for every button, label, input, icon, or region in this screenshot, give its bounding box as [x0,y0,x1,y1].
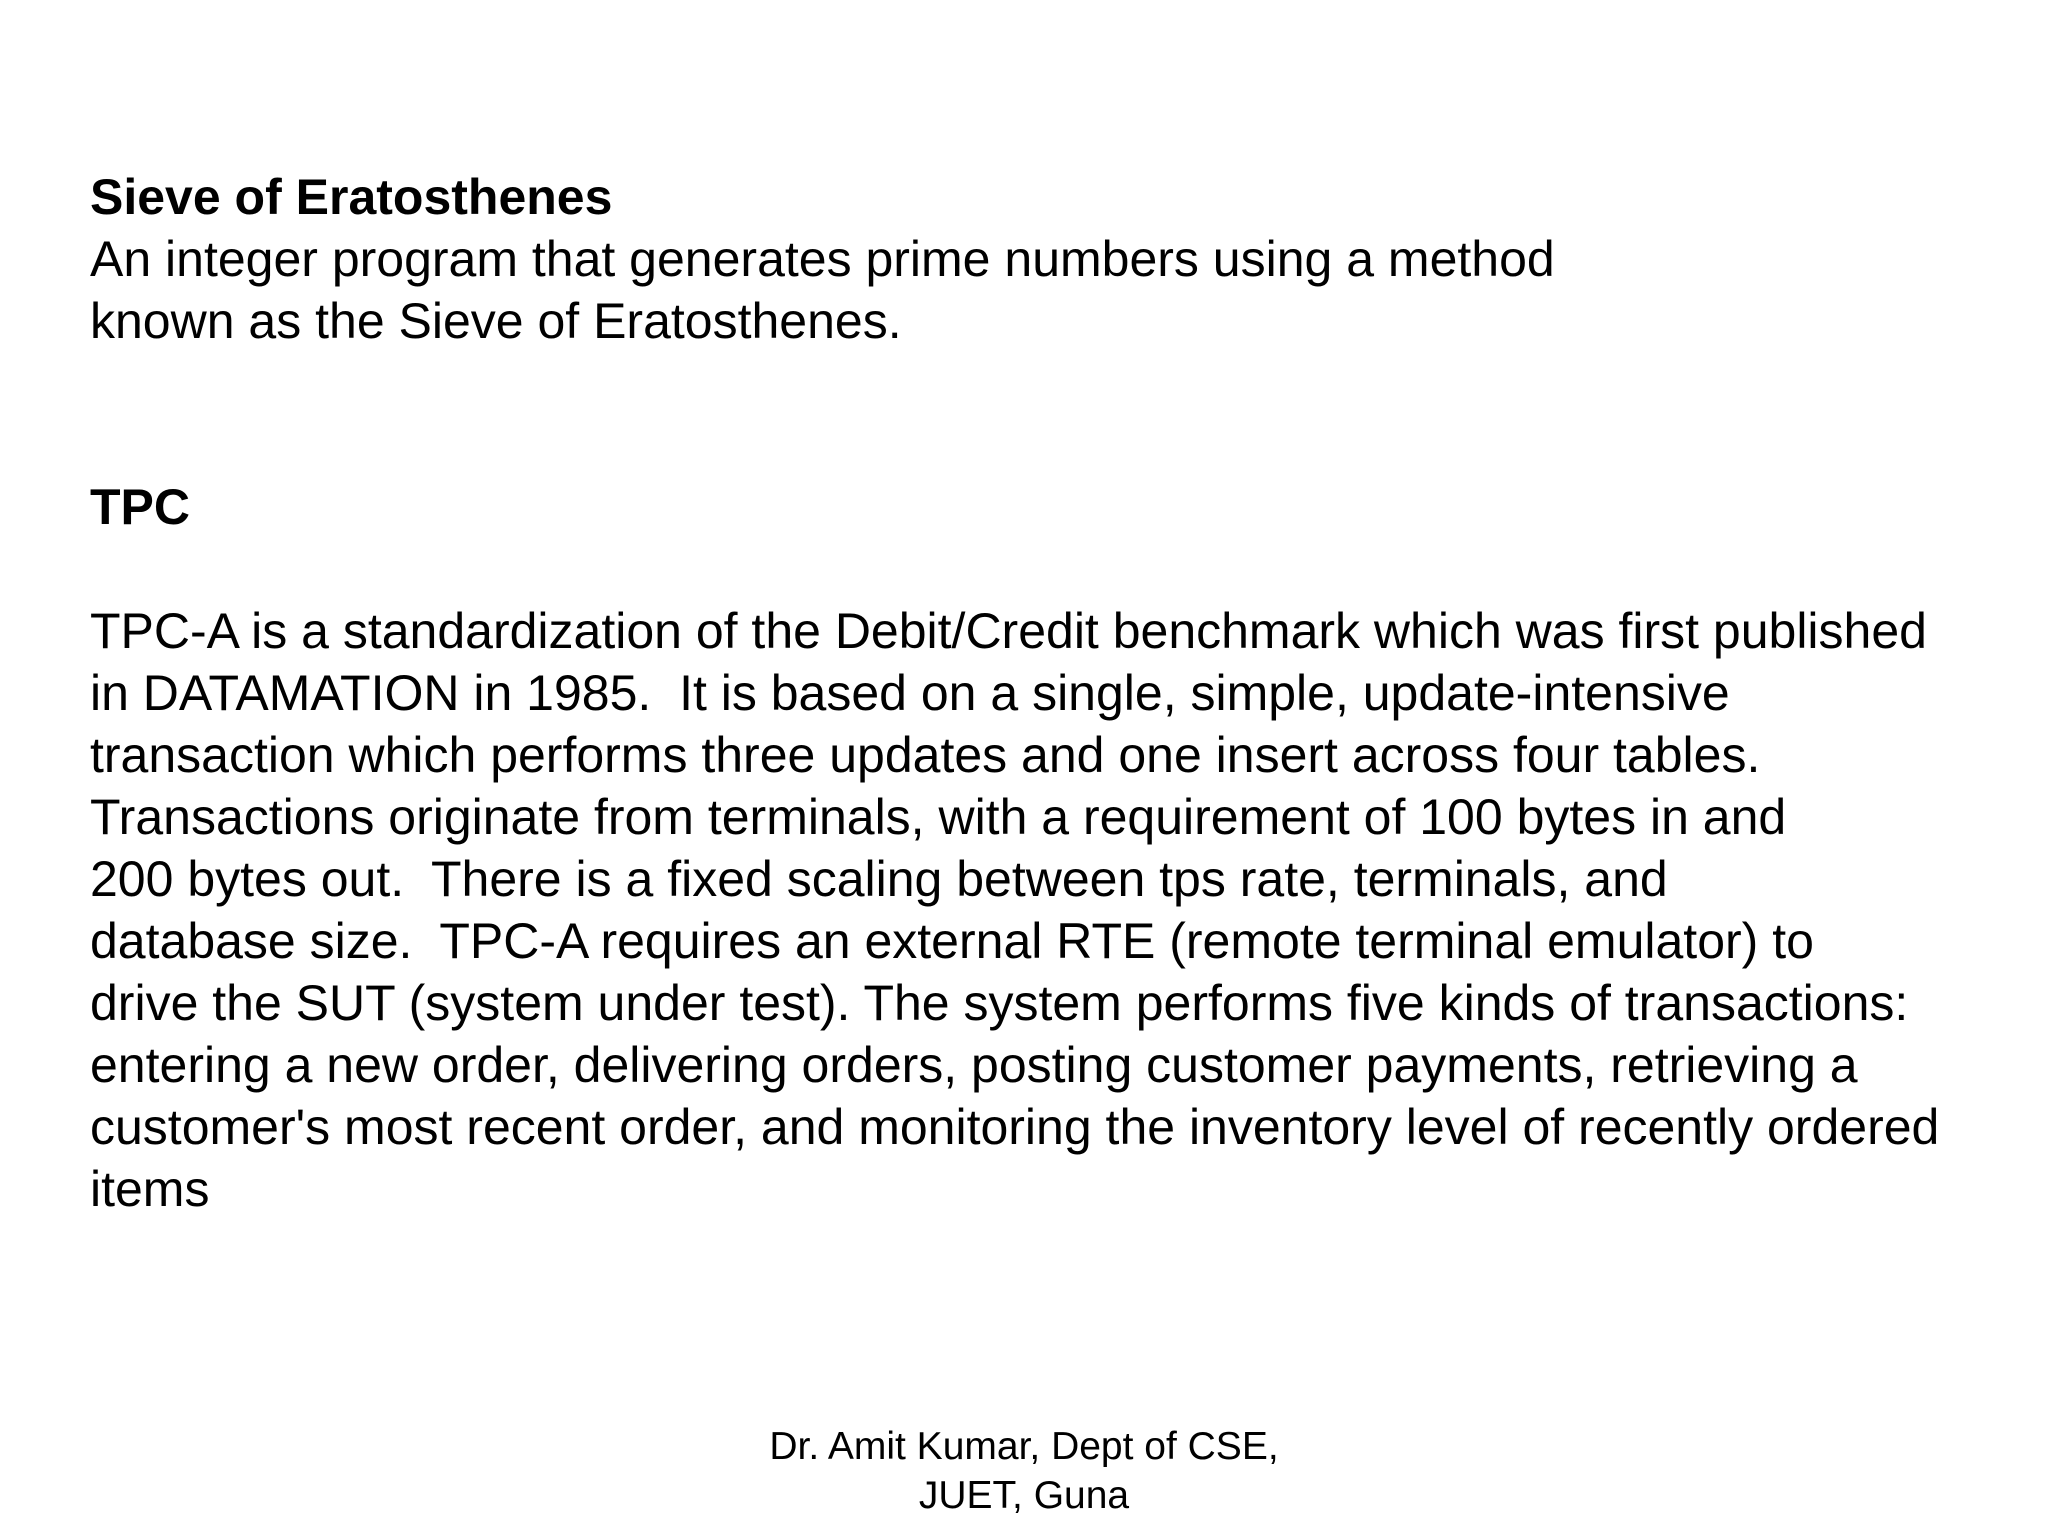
slide-body [90,166,2020,1220]
tpc-text-line: items [90,1161,210,1217]
sieve-text-line: known as the Sieve of Eratosthenes. [90,293,902,349]
footer-line-institution: JUET, Guna [918,1474,1130,1517]
tpc-text-line: customer's most recent order, and monitoring the inventory level of recently ordered [90,1099,1940,1155]
tpc-text-line: transaction which performs three updates and one insert across four tables. [90,727,1761,783]
tpc-text-line: entering a new order, delivering orders, posting customer payments, retrieving a [90,1037,1858,1093]
tpc-text-line: 200 bytes out. There is a fixed scaling between tps rate, terminals, and [90,851,1668,907]
spacer [90,352,2020,476]
sieve-heading: Sieve of Eratosthenes [90,169,613,225]
tpc-text-line: in DATAMATION in 1985. It is based on a single, simple, update-intensive [90,665,1730,721]
tpc-heading: TPC [90,479,190,535]
footer-credit [0,1422,2048,1520]
tpc-text-line: TPC-A is a standardization of the Debit/Credit benchmark which was first published [90,603,1927,659]
tpc-text-line: Transactions originate from terminals, with a requirement of 100 bytes in and [90,789,1787,845]
sieve-text-line: An integer program that generates prime numbers using a method [90,231,1555,287]
tpc-text-line: database size. TPC-A requires an external RTE (remote terminal emulator) to [90,913,1814,969]
footer-line-author: Dr. Amit Kumar, Dept of CSE, [769,1425,1279,1468]
tpc-text-line: drive the SUT (system under test). The system performs five kinds of transactions: [90,975,1909,1031]
spacer [90,538,2020,600]
